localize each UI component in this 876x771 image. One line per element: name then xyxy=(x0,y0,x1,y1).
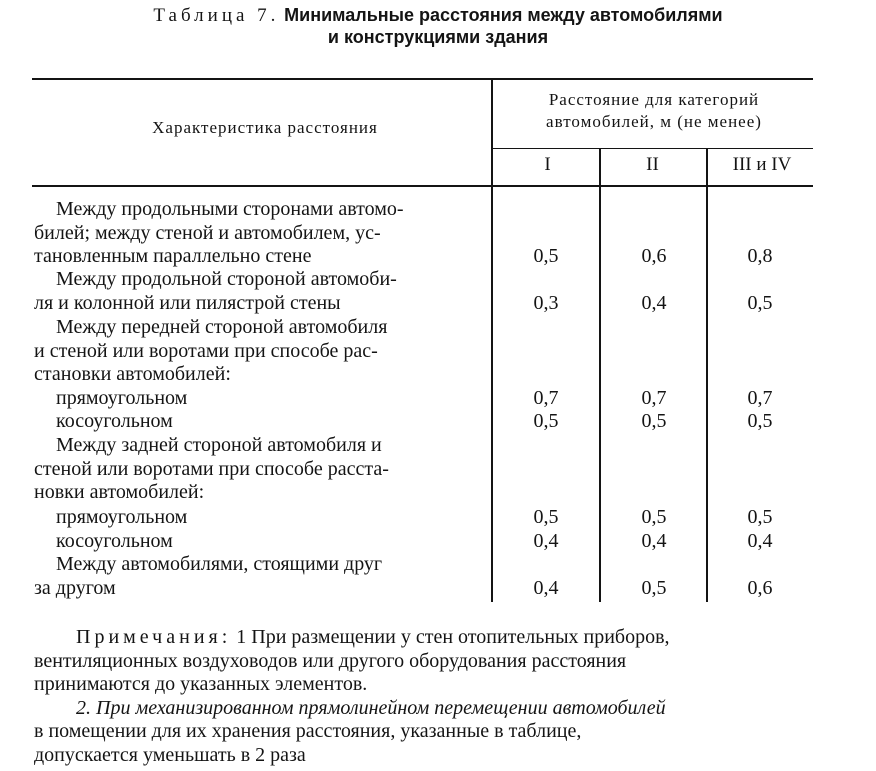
row-text-line: Между продольными сторонами автомо- xyxy=(56,198,404,220)
row-text-line: Между автомобилями, стоящими друг xyxy=(56,553,383,575)
table-cell-value: 0,8 xyxy=(747,245,773,267)
table-notes xyxy=(34,626,824,767)
table-title-line2 xyxy=(0,26,876,49)
category-header-3: III и IV xyxy=(732,154,792,175)
table-row-text xyxy=(34,553,484,600)
table-cell-value: 0,5 xyxy=(641,506,667,528)
row-text-line: и стеной или воротами при способе рас- xyxy=(34,339,378,362)
header-distance-line1: Расстояние для категорий xyxy=(548,90,760,109)
table-cell-value: 0,5 xyxy=(533,410,559,432)
table-cell-value: 0,7 xyxy=(747,387,773,409)
table-cell-value: 0,7 xyxy=(533,387,559,409)
table-title-text-2: и конструкциями здания xyxy=(327,27,549,47)
notes-label: Примечания: xyxy=(76,626,232,648)
table-cell-value: 0,4 xyxy=(641,292,667,314)
header-characteristic: Характеристика расстояния xyxy=(152,118,378,137)
row-text-line: прямоугольном xyxy=(56,387,188,409)
row-text-line: становки автомобилей: xyxy=(34,363,231,385)
row-text-line: прямоугольном xyxy=(56,506,188,528)
table-cell-value: 0,4 xyxy=(533,577,559,599)
note-2-line-3: допускается уменьшать в 2 раза xyxy=(34,743,306,766)
table-cell-value: 0,4 xyxy=(747,530,773,552)
note-1-text: 1 При размещении у стен отопительных приборов, xyxy=(236,626,670,648)
column-divider-2 xyxy=(706,148,708,602)
table-cell-value: 0,5 xyxy=(533,506,559,528)
table-top-rule xyxy=(32,78,813,80)
table-row-text xyxy=(34,387,484,411)
table-row-text xyxy=(34,506,484,530)
table-number: Таблица 7. xyxy=(153,5,280,26)
table-row-text xyxy=(34,434,484,505)
table-cell-value: 0,7 xyxy=(641,387,667,409)
table-row-text xyxy=(34,530,484,554)
column-divider-main xyxy=(491,79,493,602)
table-cell-value: 0,5 xyxy=(641,577,667,599)
table-cell-value: 0,3 xyxy=(533,292,559,314)
table-cell-value: 0,6 xyxy=(747,577,773,599)
row-text-line: тановленным параллельно стене xyxy=(34,245,312,267)
row-text-line: косоугольном xyxy=(56,530,173,552)
row-text-line: билей; между стеной и автомобилем, ус- xyxy=(34,221,381,244)
table-cell-value: 0,6 xyxy=(641,245,667,267)
header-distance-line2: автомобилей, м (не менее) xyxy=(546,112,762,131)
note-2-line-1: 2. При механизированном прямолинейном перемещении автомобилей xyxy=(76,696,666,719)
row-text-line: ля и колонной или пилястрой стены xyxy=(34,291,341,314)
note-2-line-2: в помещении для их хранения расстояния, указанные в таблице, xyxy=(34,720,582,742)
row-text-line: новки автомобилей: xyxy=(34,481,205,503)
table-cell-value: 0,5 xyxy=(747,292,773,314)
categories-rule xyxy=(492,148,813,149)
table-cell-value: 0,4 xyxy=(533,530,559,552)
table-cell-value: 0,5 xyxy=(747,506,773,528)
row-text-line: за другом xyxy=(34,576,116,599)
table-row-text xyxy=(34,410,484,434)
row-text-line: косоугольном xyxy=(56,410,173,432)
table-title-text: Минимальные расстояния между автомобилями xyxy=(284,5,723,25)
table-cell-value: 0,5 xyxy=(641,410,667,432)
header-bottom-rule xyxy=(32,185,813,187)
table-row-text xyxy=(34,316,484,387)
column-divider-1 xyxy=(599,148,601,602)
note-1-line-3: принимаются до указанных элементов. xyxy=(34,673,368,695)
note-1-line-2: вентиляционных воздуховодов или другого оборудования расстояния xyxy=(34,649,627,672)
table-row-text xyxy=(34,268,484,315)
table-cell-value: 0,5 xyxy=(747,410,773,432)
table-title-line1 xyxy=(0,4,876,27)
category-header-2: II xyxy=(646,154,659,175)
row-text-line: Между передней стороной автомобиля xyxy=(56,316,388,338)
row-text-line: стеной или воротами при способе расста- xyxy=(34,457,389,480)
table-row-text xyxy=(34,198,484,269)
row-text-line: Между задней стороной автомобиля и xyxy=(56,434,382,456)
row-text-line: Между продольной стороной автомоби- xyxy=(56,268,397,290)
table-cell-value: 0,5 xyxy=(533,245,559,267)
table-cell-value: 0,4 xyxy=(641,530,667,552)
category-header-1: I xyxy=(544,154,551,175)
note-1-line-1 xyxy=(34,626,824,650)
